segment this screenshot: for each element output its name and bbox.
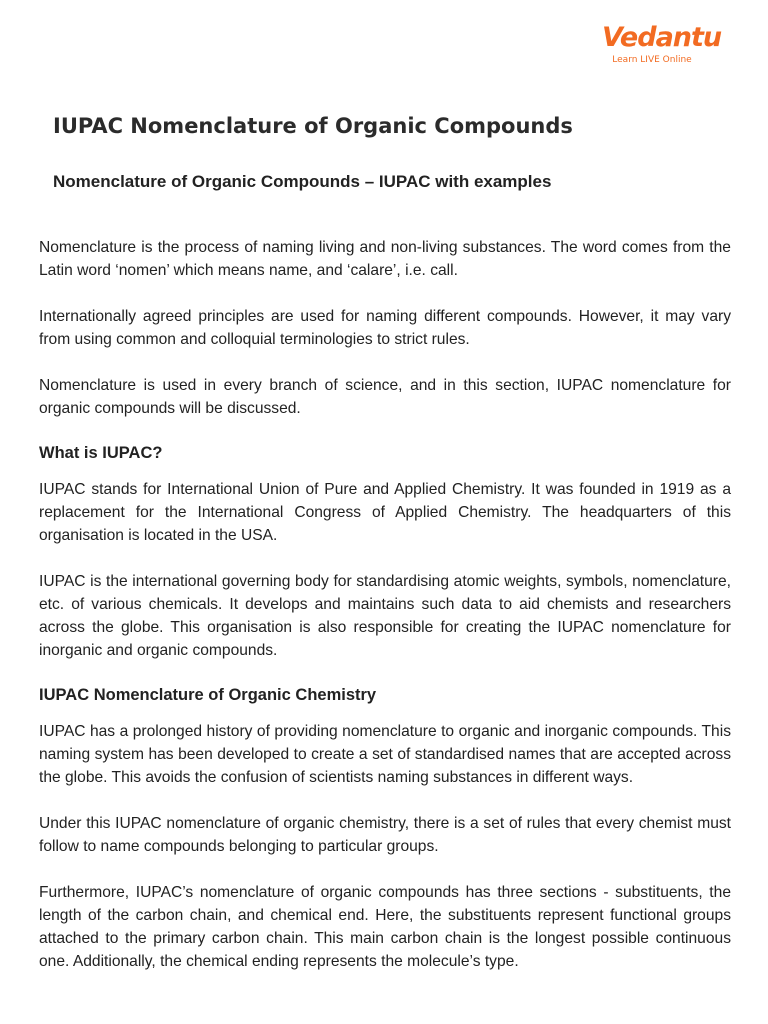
section-paragraph: IUPAC has a prolonged history of providing nomenclature to organic and inorganic compounds. This naming system has been developed to create a set of standardised names that are accepted across the globe. This avoids the confusion of scientists naming substances in different ways. xyxy=(39,723,731,786)
section-heading-what-is-iupac: What is IUPAC? xyxy=(39,444,163,462)
logo-name: Vedantu xyxy=(602,22,722,53)
section-paragraph: IUPAC is the international governing body for standardising atomic weights, symbols, nomenclature, etc. of various chemicals. It develops and maintains such data to aid chemists and researchers across the globe. This organisation is also responsible for creating the IUPAC nomenclature for inorganic and organic compounds. xyxy=(39,573,731,659)
article-body xyxy=(39,236,731,996)
section-paragraph: Under this IUPAC nomenclature of organic chemistry, there is a set of rules that every chemist must follow to name compounds belonging to particular groups. xyxy=(39,815,731,855)
section-paragraph: Furthermore, IUPAC’s nomenclature of organic compounds has three sections - substituents, the length of the carbon chain, and chemical end. Here, the substituents represent functional groups attached to the primary carbon chain. This main carbon chain is the longest possible continuous one. Additionally, the chemical ending represents the molecule’s type. xyxy=(39,884,731,970)
intro-paragraph: Internationally agreed principles are used for naming different compounds. However, it may vary from using common and colloquial terminologies to strict rules. xyxy=(39,308,731,348)
section-heading-organic-chemistry: IUPAC Nomenclature of Organic Chemistry xyxy=(39,686,377,704)
vedantu-logo xyxy=(602,22,722,66)
section-paragraph: IUPAC stands for International Union of Pure and Applied Chemistry. It was founded in 1919 as a replacement for the International Congress of Applied Chemistry. The headquarters of this organisation is located in the USA. xyxy=(39,481,731,544)
intro-paragraph: Nomenclature is the process of naming living and non-living substances. The word comes from the Latin word ‘nomen’ which means name, and ‘calare’, i.e. call. xyxy=(39,239,731,279)
logo-tagline: Learn LIVE Online xyxy=(612,55,692,65)
intro-paragraph: Nomenclature is used in every branch of science, and in this section, IUPAC nomenclature for organic compounds will be discussed. xyxy=(39,377,731,417)
page-subtitle: Nomenclature of Organic Compounds – IUPAC with examples xyxy=(53,172,552,191)
page-title: IUPAC Nomenclature of Organic Compounds xyxy=(53,114,573,138)
